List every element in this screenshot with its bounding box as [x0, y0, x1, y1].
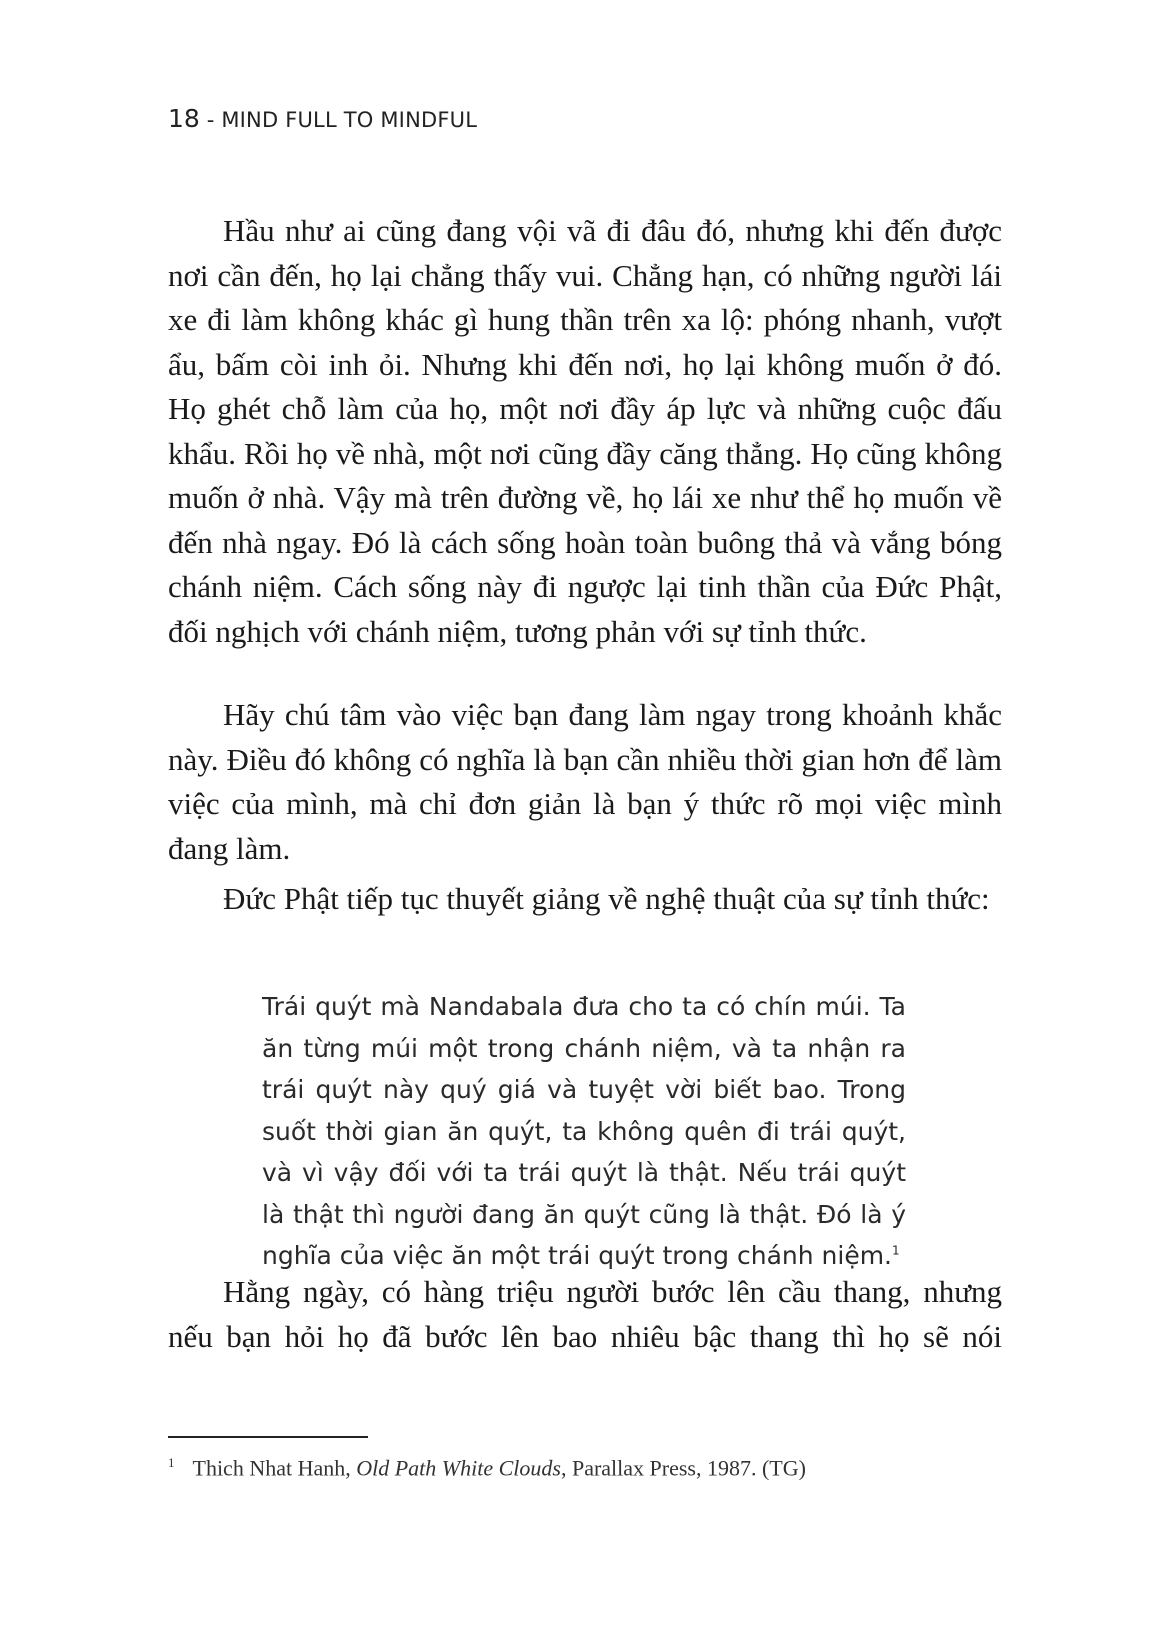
body-paragraph: Hãy chú tâm vào việc bạn đang làm ngay trong khoảnh khắc này. Điều đó không có nghĩa là bạn cần nhiều thời gian hơn để làm việc của mình, mà chỉ đơn giản là bạn ý thức rõ mọi việc mình đang làm.: [168, 697, 1002, 866]
footnote-reference: 1: [892, 1243, 900, 1258]
body-paragraph-1-block: [168, 209, 1002, 654]
footnote-title: Old Path White Clouds: [356, 1455, 561, 1481]
footnote-author: Thich Nhat Hanh,: [192, 1455, 357, 1481]
closing-paragraph-block: [168, 1270, 1002, 1359]
body-paragraph-2-block: [168, 693, 1002, 871]
body-paragraph: Hầu như ai cũng đang vội vã đi đâu đó, nhưng khi đến được nơi cần đến, họ lại chẳng thấy vui. Chẳng hạn, có những người lái xe đi làm không khác gì hung thần trên xa lộ: phóng nhanh, vượt ẩu, bấm còi inh ỏi. Nhưng khi đến nơi, họ lại không muốn ở đó. Họ ghét chỗ làm của họ, một nơi đầy áp lực và những cuộc đấu khẩu. Rồi họ về nhà, một nơi cũng đầy căng thẳng. Họ cũng không muốn ở nhà. Vậy mà trên đường về, họ lái xe như thể họ muốn về đến nhà ngay. Đó là cách sống hoàn toàn buông thả và vắng bóng chánh niệm. Cách sống này đi ngược lại tinh thần của Đức Phật, đối nghịch với chánh niệm, tương phản với sự tỉnh thức.: [168, 213, 1002, 649]
quote-text: Trái quýt mà Nandabala đưa cho ta có chín múi. Ta ăn từng múi một trong chánh niệm, và ta nhận ra trái quýt này quý giá và tuyệt vời biết bao. Trong suốt thời gian ăn quýt, ta không quên đi trái quýt, và vì vậy đối với ta trái quýt là thật. Nếu trái quýt là thật thì người đang ăn quýt cũng là thật. Đó là ý nghĩa của việc ăn một trái quýt trong chánh niệm.: [262, 992, 906, 1270]
running-header: [168, 104, 477, 133]
footnote-number: 1: [168, 1455, 175, 1470]
closing-paragraph: Hằng ngày, có hàng triệu người bước lên cầu thang, nhưng nếu bạn hỏi họ đã bước lên bao nhiêu bậc thang thì họ sẽ nói: [168, 1274, 1002, 1354]
running-title: MIND FULL TO MINDFUL: [221, 108, 478, 132]
footnote: [168, 1455, 806, 1481]
body-paragraph-3-block: [168, 877, 1002, 922]
block-quote: [262, 986, 906, 1277]
body-paragraph: Đức Phật tiếp tục thuyết giảng về nghệ thuật của sự tỉnh thức:: [223, 881, 990, 916]
header-separator: -: [199, 108, 222, 132]
footnote-details: , Parallax Press, 1987. (TG): [560, 1455, 806, 1481]
page-number: 18: [168, 104, 200, 133]
footnote-divider: [168, 1436, 368, 1438]
